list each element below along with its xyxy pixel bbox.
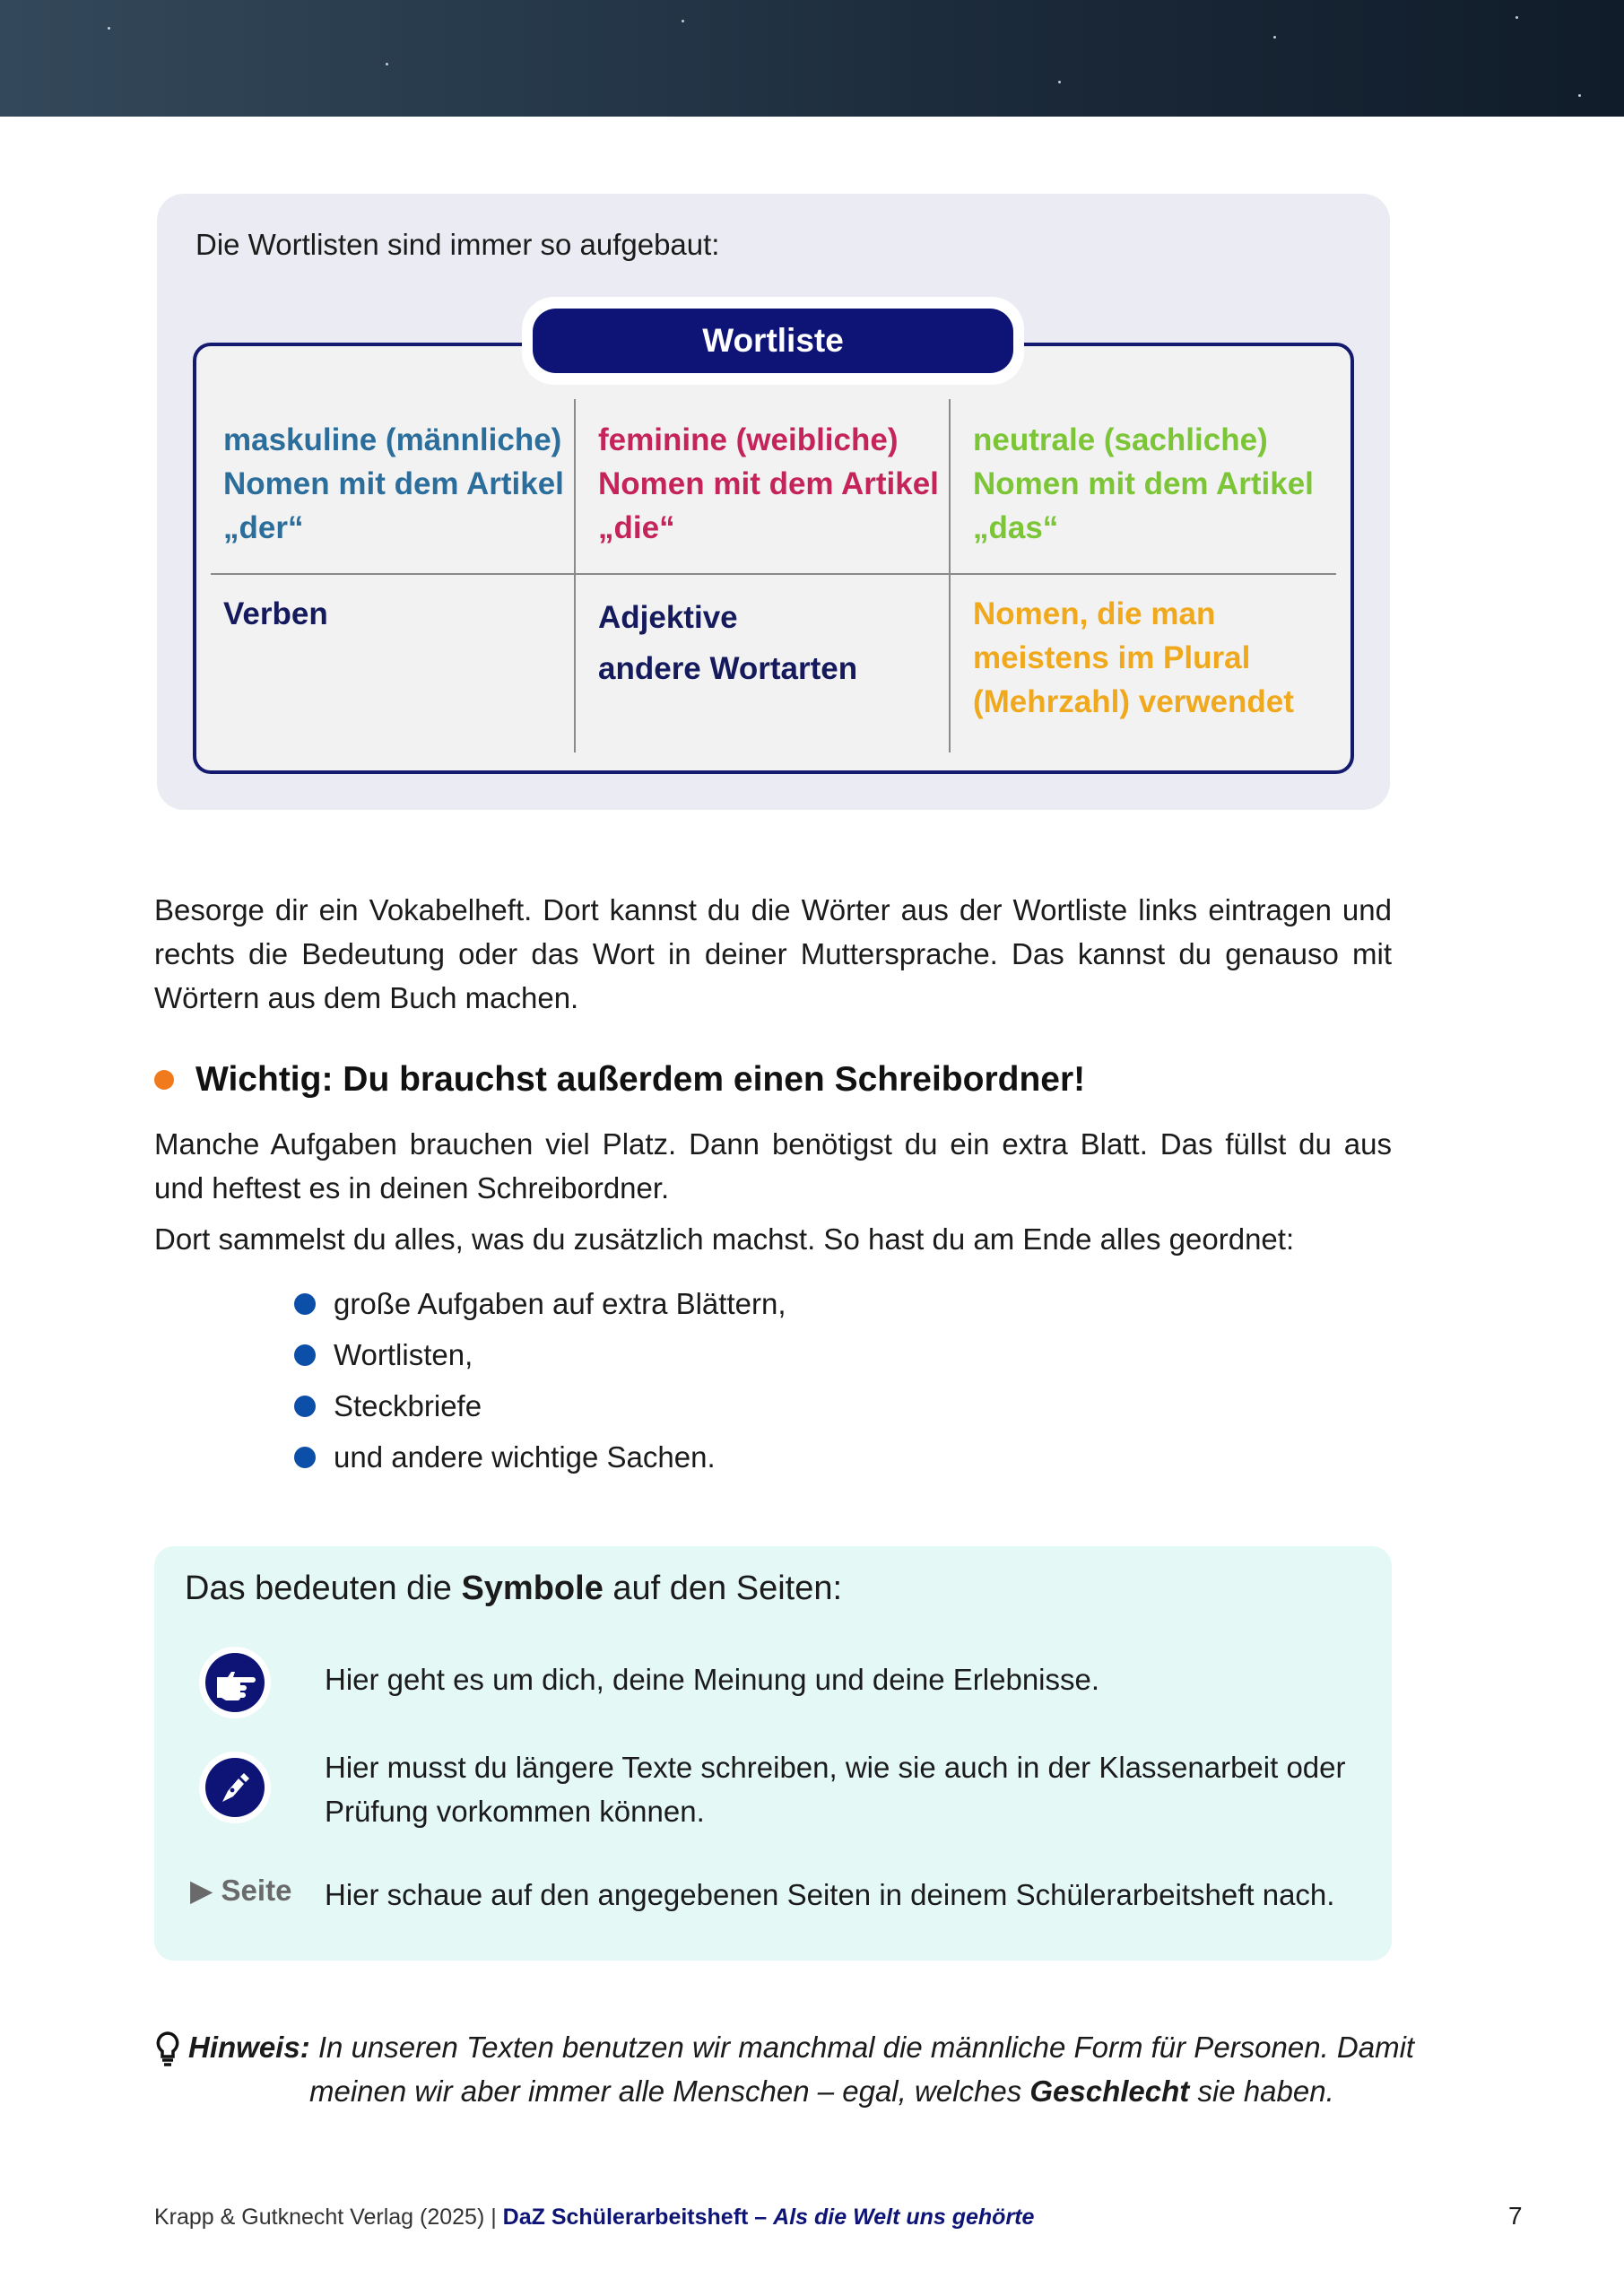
cell-line: Nomen, die man bbox=[973, 596, 1216, 631]
list-item bbox=[294, 1278, 786, 1329]
cell-line: „die“ bbox=[598, 510, 675, 545]
title-part: Das bedeuten die bbox=[185, 1570, 462, 1607]
cell-masculine-nouns bbox=[223, 418, 564, 550]
list-item bbox=[294, 1329, 786, 1380]
hint-line bbox=[188, 2025, 1414, 2069]
column-divider bbox=[574, 399, 576, 752]
cell-feminine-nouns bbox=[598, 418, 939, 550]
cell-line: feminine (weibliche) bbox=[598, 422, 899, 457]
footer-book-prefix: DaZ Schülerarbeitsheft – bbox=[502, 2205, 774, 2230]
title-part-bold: Symbole bbox=[461, 1570, 604, 1607]
cell-line: „das“ bbox=[973, 510, 1059, 545]
list-item bbox=[294, 1380, 786, 1431]
cell-line: maskuline (männliche) bbox=[223, 422, 562, 457]
vokabelheft-paragraph bbox=[154, 888, 1392, 1020]
symbol-description bbox=[325, 1873, 1374, 1917]
wortliste-title-badge bbox=[522, 297, 1024, 385]
footer-book bbox=[503, 2205, 1035, 2230]
pointing-hand-icon bbox=[199, 1647, 271, 1718]
symbol-description bbox=[325, 1745, 1374, 1833]
star bbox=[1058, 81, 1061, 83]
text-line: Hier schaue auf den angegebenen Seiten in deinem Schülerarbeitsheft nach. bbox=[325, 1878, 1335, 1911]
wortliste-table bbox=[193, 343, 1354, 774]
cell-verbs: Verben bbox=[223, 596, 328, 631]
symbols-title bbox=[185, 1570, 842, 1608]
cell-neuter-nouns bbox=[973, 418, 1314, 550]
hint-text: meinen wir aber immer alle Menschen – egal, welches bbox=[309, 2074, 1030, 2108]
cell-line: „der“ bbox=[223, 510, 304, 545]
text-line: Prüfung vorkommen können. bbox=[325, 1795, 705, 1828]
lightbulb-icon bbox=[154, 2031, 181, 2078]
text-line: Hier geht es um dich, deine Meinung und deine Erlebnisse. bbox=[325, 1663, 1100, 1696]
important-heading-text: Wichtig: Du brauchst außerdem einen Schreibordner! bbox=[195, 1060, 1086, 1099]
star bbox=[386, 63, 388, 65]
text-line: Wörtern aus dem Buch machen. bbox=[154, 981, 579, 1014]
orange-bullet-icon bbox=[154, 1070, 174, 1090]
wortliste-info-box bbox=[157, 194, 1390, 810]
list-item bbox=[294, 1431, 786, 1483]
header-band bbox=[0, 0, 1624, 117]
bullet-list bbox=[294, 1278, 786, 1483]
star bbox=[108, 27, 110, 30]
text-line: rechts die Bedeutung oder das Wort in deiner Muttersprache. Das kannst du genauso mit bbox=[154, 937, 1392, 970]
text-line: und heftest es in deinen Schreibordner. bbox=[154, 1171, 670, 1205]
fountain-pen-icon bbox=[199, 1752, 271, 1823]
text-line: Hier musst du längere Texte schreiben, wie sie auch in der Klassenarbeit oder bbox=[325, 1751, 1346, 1784]
symbols-box bbox=[154, 1546, 1392, 1961]
blue-bullet-icon bbox=[294, 1396, 316, 1417]
symbol-description bbox=[325, 1657, 1374, 1701]
sammeln-paragraph: Dort sammelst du alles, was du zusätzlich machst. So hast du am Ende alles geordnet: bbox=[154, 1222, 1295, 1256]
cell-adjectives bbox=[598, 592, 857, 694]
wortliste-intro: Die Wortlisten sind immer so aufgebaut: bbox=[195, 228, 720, 261]
text-line: Besorge dir ein Vokabelheft. Dort kannst du die Wörter aus der Wortliste links eintragen und bbox=[154, 893, 1392, 926]
important-heading bbox=[154, 1060, 1085, 1100]
wortliste-title: Wortliste bbox=[533, 309, 1013, 373]
page-number: 7 bbox=[1508, 2202, 1523, 2230]
hint-text: In unseren Texten benutzen wir manchmal die männliche Form für Personen. Damit bbox=[317, 2031, 1415, 2064]
cell-line: Nomen mit dem Artikel bbox=[973, 466, 1314, 501]
star bbox=[1515, 16, 1518, 19]
cell-line: Adjektive bbox=[598, 600, 738, 635]
hint-text-bold: Geschlecht bbox=[1029, 2074, 1190, 2108]
list-item-text: und andere wichtige Sachen. bbox=[334, 1439, 716, 1474]
blue-bullet-icon bbox=[294, 1293, 316, 1315]
footer-book-title: Als die Welt uns gehörte bbox=[773, 2205, 1035, 2230]
cell-line: meistens im Plural bbox=[973, 640, 1251, 675]
cell-line: (Mehrzahl) verwendet bbox=[973, 684, 1294, 719]
column-divider bbox=[949, 399, 951, 752]
list-item-text: Wortlisten, bbox=[334, 1337, 473, 1371]
cell-plural-nouns bbox=[973, 592, 1294, 724]
schreibordner-paragraph bbox=[154, 1122, 1392, 1210]
star bbox=[682, 20, 684, 22]
title-part: auf den Seiten: bbox=[603, 1570, 843, 1607]
text-line: Manche Aufgaben brauchen viel Platz. Dann benötigst du ein extra Blatt. Das füllst du aus bbox=[154, 1127, 1392, 1161]
blue-bullet-icon bbox=[294, 1344, 316, 1366]
list-item-text: Steckbriefe bbox=[334, 1388, 482, 1422]
seite-reference-label: ▶ Seite bbox=[190, 1874, 292, 1907]
cell-line: andere Wortarten bbox=[598, 651, 858, 686]
cell-line: Nomen mit dem Artikel bbox=[223, 466, 564, 501]
list-item-text: große Aufgaben auf extra Blättern, bbox=[334, 1286, 786, 1320]
star bbox=[1273, 36, 1276, 39]
row-divider bbox=[211, 573, 1336, 575]
hint-text: sie haben. bbox=[1189, 2074, 1334, 2108]
footer-publisher: Krapp & Gutknecht Verlag (2025) | bbox=[154, 2205, 503, 2230]
blue-bullet-icon bbox=[294, 1447, 316, 1468]
star bbox=[1578, 94, 1581, 97]
cell-line: neutrale (sachliche) bbox=[973, 422, 1268, 457]
hint-label: Hinweis: bbox=[188, 2031, 310, 2064]
hint-line bbox=[309, 2069, 1334, 2113]
footer bbox=[154, 2205, 1034, 2231]
cell-line: Nomen mit dem Artikel bbox=[598, 466, 939, 501]
